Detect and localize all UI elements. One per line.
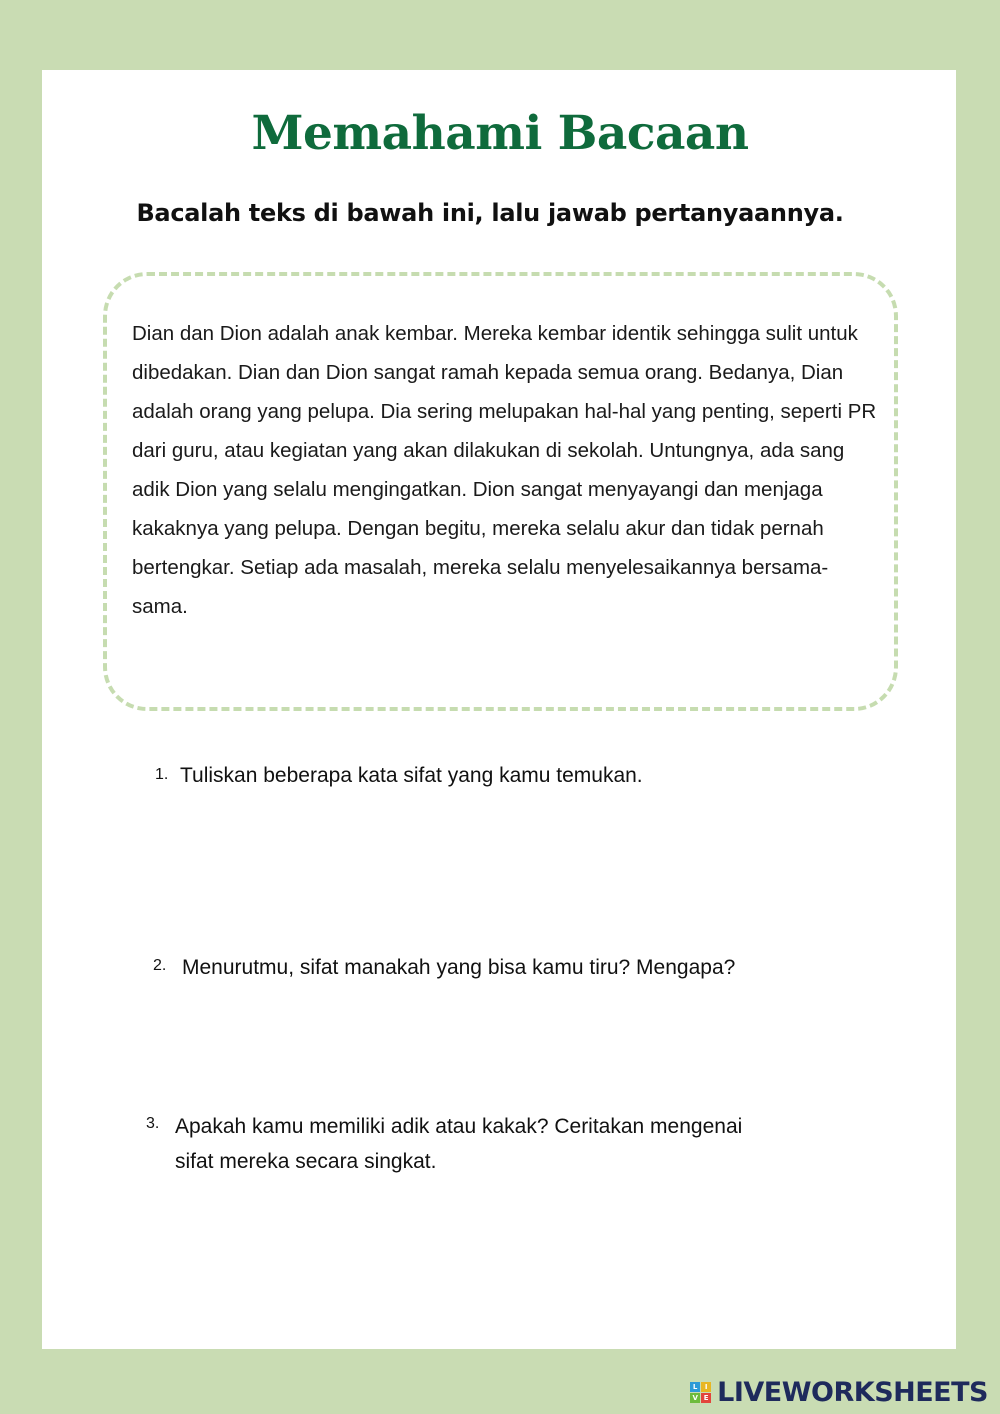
instruction-text: Bacalah teks di bawah ini, lalu jawab pertanyaannya.: [136, 199, 844, 227]
logo-cell-e: E: [701, 1393, 711, 1403]
liveworksheets-grid-icon: [690, 1382, 711, 1403]
logo-cell-v: V: [690, 1393, 700, 1403]
question-text: Apakah kamu memiliki adik atau kakak? Ceritakan mengenai: [175, 1115, 743, 1138]
logo-text: LIVEWORKSHEETS: [717, 1377, 988, 1408]
question-number: 3.: [146, 1115, 160, 1132]
answer-area-2[interactable]: [175, 992, 835, 1102]
reading-passage: Dian dan Dion adalah anak kembar. Mereka kembar identik sehingga sulit untuk dibedakan. Dian dan Dion sangat ramah kepada semua orang. Bedanya, Dian adalah orang yang pelupa. Dia sering melupakan hal-hal yang penting, seperti PR dari guru, atau kegiatan yang akan dilakukan di sekolah. Untungnya, ada sang adik Dion yang selalu mengingatkan. Dion sangat menyayangi dan menjaga kakaknya yang pelupa. Dengan begitu, mereka selalu akur dan tidak pernah bertengkar. Setiap ada masalah, mereka selalu menyelesaikannya bersama-sama.: [132, 322, 877, 618]
answer-area-3[interactable]: [175, 1185, 835, 1325]
question-text: Tuliskan beberapa kata sifat yang kamu temukan.: [180, 764, 643, 787]
liveworksheets-logo[interactable]: [690, 1377, 988, 1408]
question-text: sifat mereka secara singkat.: [175, 1150, 437, 1173]
logo-cell-l: L: [690, 1382, 700, 1392]
answer-area-1[interactable]: [175, 800, 835, 940]
logo-cell-i: I: [701, 1382, 711, 1392]
page-title: Memahami Bacaan: [251, 106, 749, 161]
question-number: 2.: [153, 957, 167, 974]
question-text: Menurutmu, sifat manakah yang bisa kamu tiru? Mengapa?: [182, 956, 736, 979]
question-number: 1.: [155, 766, 169, 783]
